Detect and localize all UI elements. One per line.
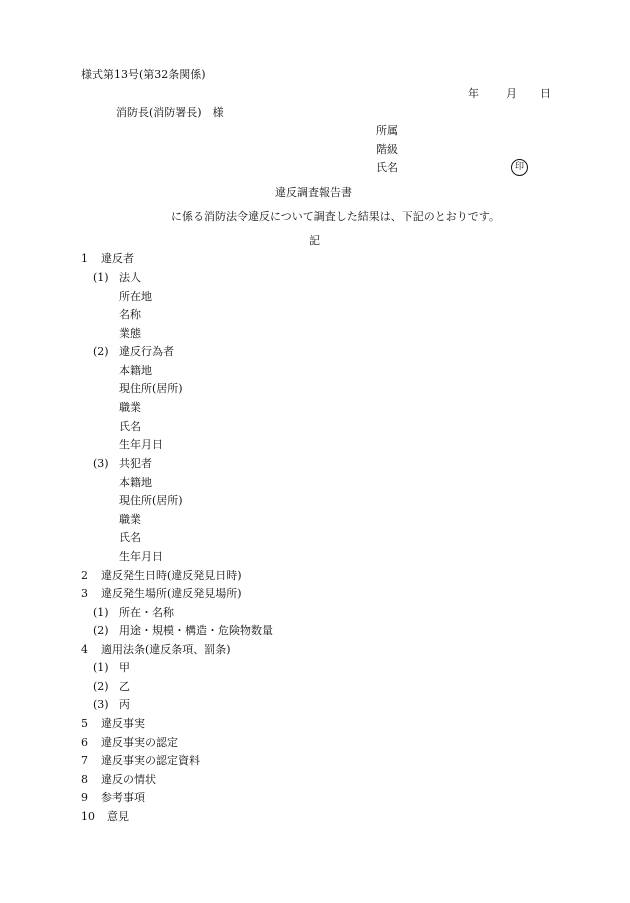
subsection-label: 法人	[119, 271, 141, 284]
section-label: 違反発生日時(違反発見日時)	[101, 569, 242, 582]
field-label: 氏名	[119, 420, 141, 433]
subsection-number: (1)	[93, 606, 109, 619]
section-label: 違反者	[101, 252, 134, 265]
subsection-label: 用途・規模・構造・危険物数量	[119, 624, 273, 637]
subsection-label: 丙	[119, 698, 130, 711]
subsection-label: 甲	[119, 661, 130, 674]
section-2	[81, 569, 242, 583]
addressee: 消防長(消防署長) 様	[116, 106, 224, 119]
field-label: 本籍地	[119, 476, 152, 489]
section-label: 違反発生場所(違反発見場所)	[101, 587, 242, 600]
field-label: 本籍地	[119, 364, 152, 377]
section-number: 4	[81, 643, 88, 656]
section-1-2	[93, 345, 174, 359]
form-number: 様式第13号(第32条関係)	[81, 68, 206, 81]
section-10	[81, 810, 129, 824]
intro-text: に係る消防法令違反について調査した結果は、下記のとおりです。	[171, 210, 500, 223]
field-label: 業態	[119, 327, 141, 340]
section-number: 7	[81, 754, 88, 767]
section-number: 2	[81, 569, 88, 582]
subsection-number: (2)	[93, 624, 109, 637]
field-label: 職業	[119, 513, 141, 526]
section-number: 10	[81, 810, 95, 823]
field-label: 現住所(居所)	[119, 494, 183, 507]
subsection-label: 乙	[119, 680, 130, 693]
section-4-1	[93, 661, 130, 675]
section-label: 違反の情状	[101, 773, 156, 786]
section-label: 参考事項	[101, 791, 145, 804]
section-6	[81, 736, 178, 750]
section-4-2	[93, 680, 130, 694]
ki-heading: 記	[309, 234, 320, 247]
section-3-2	[93, 624, 273, 638]
subsection-number: (2)	[93, 345, 109, 358]
section-number: 8	[81, 773, 88, 786]
field-label: 所在地	[119, 290, 152, 303]
section-label: 意見	[107, 810, 129, 823]
field-label: 現住所(居所)	[119, 382, 183, 395]
subsection-label: 共犯者	[119, 457, 152, 470]
section-number: 6	[81, 736, 88, 749]
section-3-1	[93, 606, 174, 620]
date-month: 月	[506, 87, 517, 100]
section-4-3	[93, 698, 130, 712]
sender-affiliation: 所属	[376, 124, 398, 137]
section-label: 違反事実	[101, 717, 145, 730]
seal-mark: 印	[511, 159, 528, 176]
section-number: 1	[81, 252, 88, 265]
section-4	[81, 643, 231, 657]
field-label: 生年月日	[119, 438, 163, 451]
field-label: 名称	[119, 308, 141, 321]
section-label: 違反事実の認定	[101, 736, 178, 749]
sender-rank: 階級	[376, 143, 398, 156]
sender-name: 氏名	[376, 161, 398, 174]
section-3	[81, 587, 242, 601]
section-9	[81, 791, 145, 805]
subsection-number: (1)	[93, 661, 109, 674]
date-year: 年	[468, 87, 479, 100]
section-1-3	[93, 457, 152, 471]
section-8	[81, 773, 156, 787]
section-1	[81, 252, 134, 266]
document-title: 違反調査報告書	[275, 186, 352, 199]
subsection-number: (1)	[93, 271, 109, 284]
field-label: 生年月日	[119, 550, 163, 563]
section-1-1	[93, 271, 141, 285]
section-label: 違反事実の認定資料	[101, 754, 200, 767]
subsection-number: (3)	[93, 698, 109, 711]
section-number: 3	[81, 587, 88, 600]
field-label: 氏名	[119, 531, 141, 544]
field-label: 職業	[119, 401, 141, 414]
subsection-label: 違反行為者	[119, 345, 174, 358]
section-number: 9	[81, 791, 88, 804]
subsection-label: 所在・名称	[119, 606, 174, 619]
section-number: 5	[81, 717, 88, 730]
date-day: 日	[540, 87, 551, 100]
subsection-number: (3)	[93, 457, 109, 470]
section-5	[81, 717, 145, 731]
section-label: 適用法条(違反条項、罰条)	[101, 643, 231, 656]
section-7	[81, 754, 200, 768]
subsection-number: (2)	[93, 680, 109, 693]
